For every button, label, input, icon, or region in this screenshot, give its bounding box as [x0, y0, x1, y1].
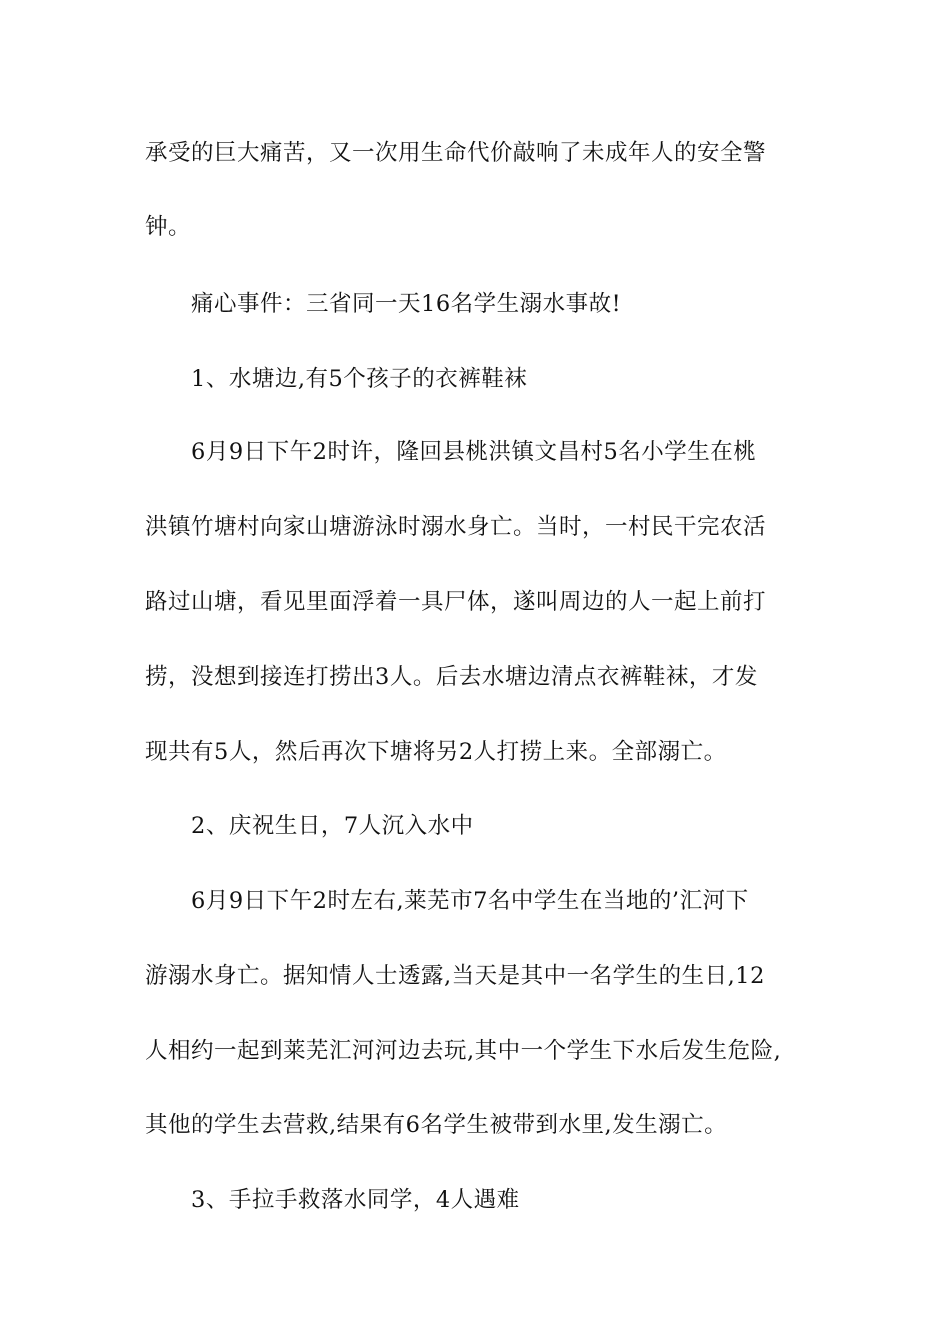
subheading: 3、手拉手救落水同学，4人遇难: [191, 1187, 520, 1213]
paragraph-line: 钟。: [145, 214, 192, 240]
paragraph-line: 承受的巨大痛苦，又一次用生命代价敲响了未成年人的安全警: [145, 140, 767, 166]
subheading: 2、庆祝生日，7人沉入水中: [191, 813, 474, 839]
paragraph-line: 人相约一起到莱芜汇河河边去玩,其中一个学生下水后发生危险,: [145, 1038, 782, 1064]
paragraph-line: 6月9日下午2时左右,莱芜市7名中学生在当地的’汇河下: [191, 888, 749, 914]
paragraph-line: 游溺水身亡。据知情人士透露,当天是其中一名学生的生日,12: [145, 963, 765, 989]
paragraph-line: 洪镇竹塘村向家山塘游泳时溺水身亡。当时，一村民干完农活: [145, 514, 767, 540]
paragraph-line: 路过山塘，看见里面浮着一具尸体，遂叫周边的人一起上前打: [145, 589, 767, 615]
paragraph-line: 捞，没想到接连打捞出3人。后去水塘边清点衣裤鞋袜，才发: [145, 664, 758, 690]
section-heading: 痛心事件：三省同一天16名学生溺水事故!: [191, 291, 622, 317]
paragraph-line: 6月9日下午2时许，隆回县桃洪镇文昌村5名小学生在桃: [191, 439, 757, 465]
paragraph-line: 其他的学生去营救,结果有6名学生被带到水里,发生溺亡。: [145, 1112, 728, 1138]
subheading: 1、水塘边,有5个孩子的衣裤鞋袜: [191, 366, 528, 392]
paragraph-line: 现共有5人，然后再次下塘将另2人打捞上来。全部溺亡。: [145, 739, 727, 765]
